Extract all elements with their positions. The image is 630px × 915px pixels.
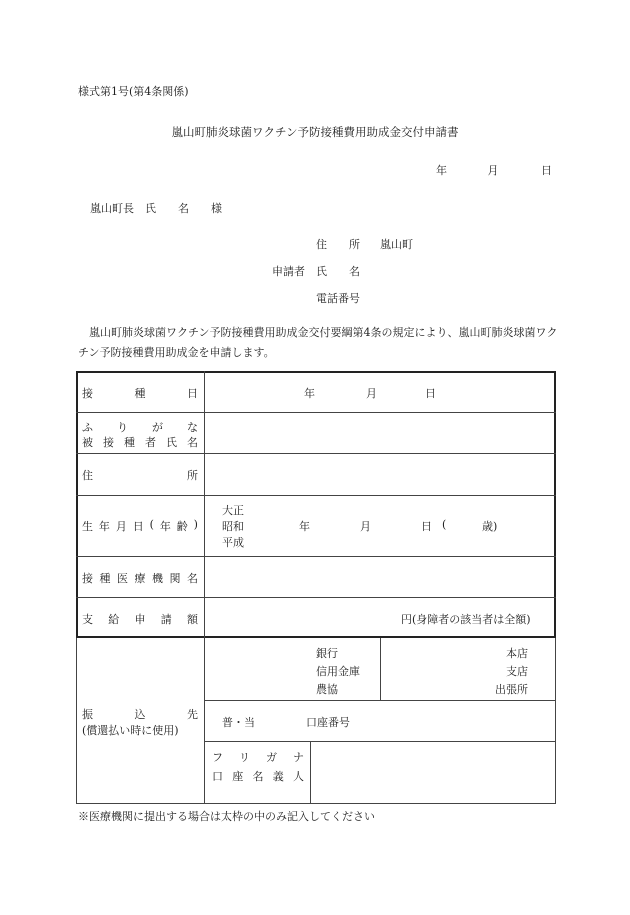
birth-year: 年 — [299, 520, 310, 533]
footnote: ※医療機関に提出する場合は太枠の中のみ記入してください — [78, 810, 375, 823]
era-heisei: 平成 — [222, 536, 244, 549]
vaccination-date-year: 年 — [304, 387, 315, 400]
account-type: 普・当 — [222, 716, 255, 729]
patient-address-label: 住 所 — [82, 469, 198, 482]
institution-label: 接 種 医 療 機 関 名 — [82, 572, 198, 585]
applicant-address-label: 住 所 — [316, 238, 360, 251]
applicant-address-value: 嵐山町 — [380, 238, 413, 251]
form-number: 様式第1号(第4条関係) — [78, 85, 189, 98]
account-number-label: 口座番号 — [306, 716, 350, 729]
furigana-label: ふ り が な — [82, 421, 198, 434]
sub-branch-label: 出張所 — [495, 683, 528, 696]
applicant-label: 申請者 — [272, 265, 305, 278]
applicant-phone-label: 電話番号 — [316, 292, 360, 305]
birth-date-label: 生 年 月 日 ( 年 齢 ) — [82, 518, 198, 533]
birth-day: 日 — [421, 520, 432, 533]
account-holder-label: 口 座 名 義 人 — [212, 770, 304, 783]
application-date — [436, 162, 552, 178]
patient-name-label: 被 接 種 者 氏 名 — [82, 436, 198, 449]
date-year: 年 — [436, 164, 447, 177]
addressee: 嵐山町長 氏 名 様 — [90, 202, 222, 215]
branch-label: 支店 — [506, 665, 528, 678]
bank-label: 銀行 — [316, 647, 338, 660]
era-showa: 昭和 — [222, 520, 244, 533]
era-taisho: 大正 — [222, 504, 244, 517]
age-open: ( — [442, 518, 447, 531]
transfer-label: 振 込 先 — [82, 708, 198, 721]
vaccination-date-day: 日 — [425, 387, 436, 400]
date-month: 月 — [487, 164, 499, 177]
head-office-label: 本店 — [506, 647, 528, 660]
application-statement: 嵐山町肺炎球菌ワクチン予防接種費用助成金交付要綱第4条の規定により、嵐山町肺炎球菌ワクチン予防接種費用助成金を申請します。 — [78, 326, 558, 359]
kana-label: フ リ ガ ナ — [212, 751, 304, 764]
document-title: 嵐山町肺炎球菌ワクチン予防接種費用助成金交付申請書 — [171, 125, 459, 139]
credit-union-label: 信用金庫 — [316, 665, 360, 678]
vaccination-date-label: 接 種 日 — [82, 387, 198, 400]
transfer-note: (償還払い時に使用) — [82, 724, 179, 737]
birth-month: 月 — [360, 520, 371, 533]
agri-coop-label: 農協 — [316, 683, 338, 696]
vaccination-date-month: 月 — [366, 387, 377, 400]
amount-label: 支 給 申 請 額 — [82, 613, 198, 626]
age-close: 歳) — [482, 520, 498, 533]
applicant-name-label: 氏 名 — [316, 265, 360, 278]
date-day: 日 — [541, 164, 552, 177]
amount-value: 円(身障者の該当者は全額) — [401, 613, 531, 626]
